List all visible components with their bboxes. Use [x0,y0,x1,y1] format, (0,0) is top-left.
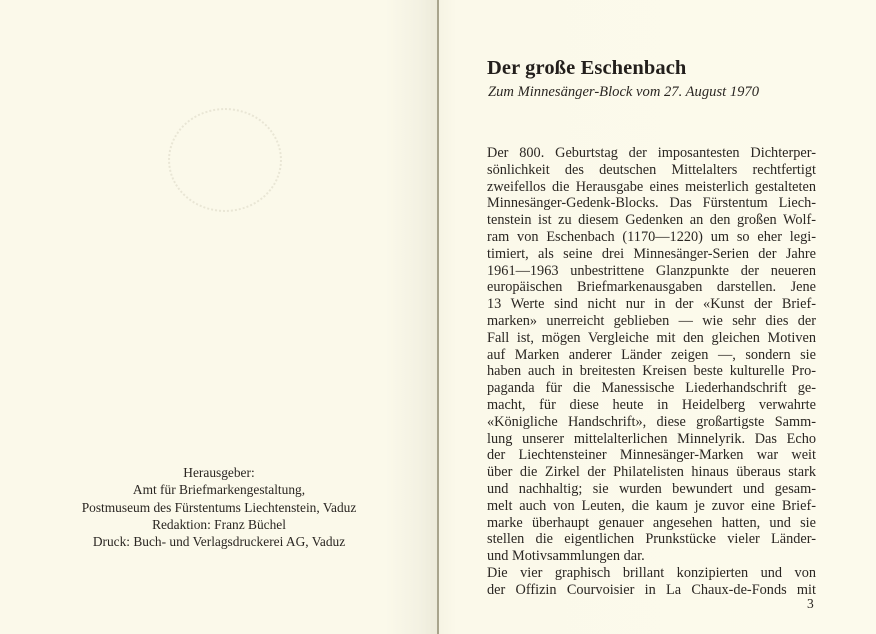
body-line: tenstein ist zu diesem Gedenken an den großen Wolf- [487,212,816,229]
imprint-line-museum: Postmuseum des Fürstentums Liechtenstein, Vaduz [81,499,357,515]
imprint-line-printer: Druck: Buch- und Verlagsdruckerei AG, Vaduz [92,534,346,550]
faint-stamp-mark [168,108,282,212]
body-line: haben auch in breitesten Kreisen beste kulturelle Pro- [487,363,816,380]
body-line: Minnesänger-Gedenk-Blocks. Das Fürstentum Liech- [487,195,816,212]
article-subtitle: Zum Minnesänger-Block vom 27. August 1970 [488,84,760,100]
imprint-block [0,464,438,550]
body-line: Der 800. Geburtstag der imposantesten Dichterper- [487,145,816,161]
body-line: «Königliche Handschrift», diese großartigste Samm- [487,413,816,430]
article-title: Der große Eschenbach [487,57,687,79]
body-line: und Motivsammlungen dar. [487,548,645,565]
body-line: Fall ist, mögen Vergleiche mit den gleichen Motiven [487,329,816,346]
body-line: lung unserer mittelalterlichen Minnelyrik. Das Echo [487,430,816,447]
body-line: und nachhaltig; sie wurden bewundert und gesam- [487,480,816,497]
body-line: der Offizin Courvoisier in La Chaux-de-Fonds mit [487,581,816,598]
body-line: ram von Eschenbach (1170—1220) um so eher legi- [487,228,816,245]
body-line: 13 Werte sind nicht nur in der «Kunst der Brief- [487,296,816,313]
body-line: marke überhaupt genauer angesehen hatten, und sie [487,514,816,531]
body-line: timiert, als seine drei Minnesänger-Serien der Jahre [487,245,816,262]
body-line: melt auch von Leuten, die kaum je zuvor eine Brief- [487,497,816,514]
body-line: marken» unerreicht geblieben — wie sehr dies der [487,312,816,329]
body-line: 1961—1963 unbestrittene Glanzpunkte der neueren [487,262,816,279]
body-line: zweifellos die Herausgabe eines meisterlich gestalteten [487,178,816,195]
body-line: sönlichkeit des deutschen Mittelalters rechtfertigt [487,161,816,178]
body-line: paganda für die Manessische Liederhandschrift ge- [487,380,816,397]
imprint-line-editor: Redaktion: Franz Büchel [152,516,286,532]
body-line: der Liechtensteiner Minnesänger-Marken war weit [487,447,816,464]
body-line: Die vier graphisch brillant konzipierten und von [487,564,816,581]
article-body [487,145,816,599]
body-line: europäischen Briefmarkenausgaben darstellen. Jene [487,279,816,296]
imprint-line-publisher-label: Herausgeber: [183,465,255,480]
body-line: macht, für diese heute in Heidelberg verwahrte [487,396,816,413]
body-line: stellen die eigentlichen Prunkstücke vieler Länder- [487,531,816,548]
body-line: auf Marken anderer Länder zeigen —, sondern sie [487,346,816,363]
body-line: über die Zirkel der Philatelisten hinaus überaus stark [487,464,816,481]
page-number: 3 [807,596,814,611]
imprint-line-office: Amt für Briefmarkengestaltung, [132,482,306,498]
